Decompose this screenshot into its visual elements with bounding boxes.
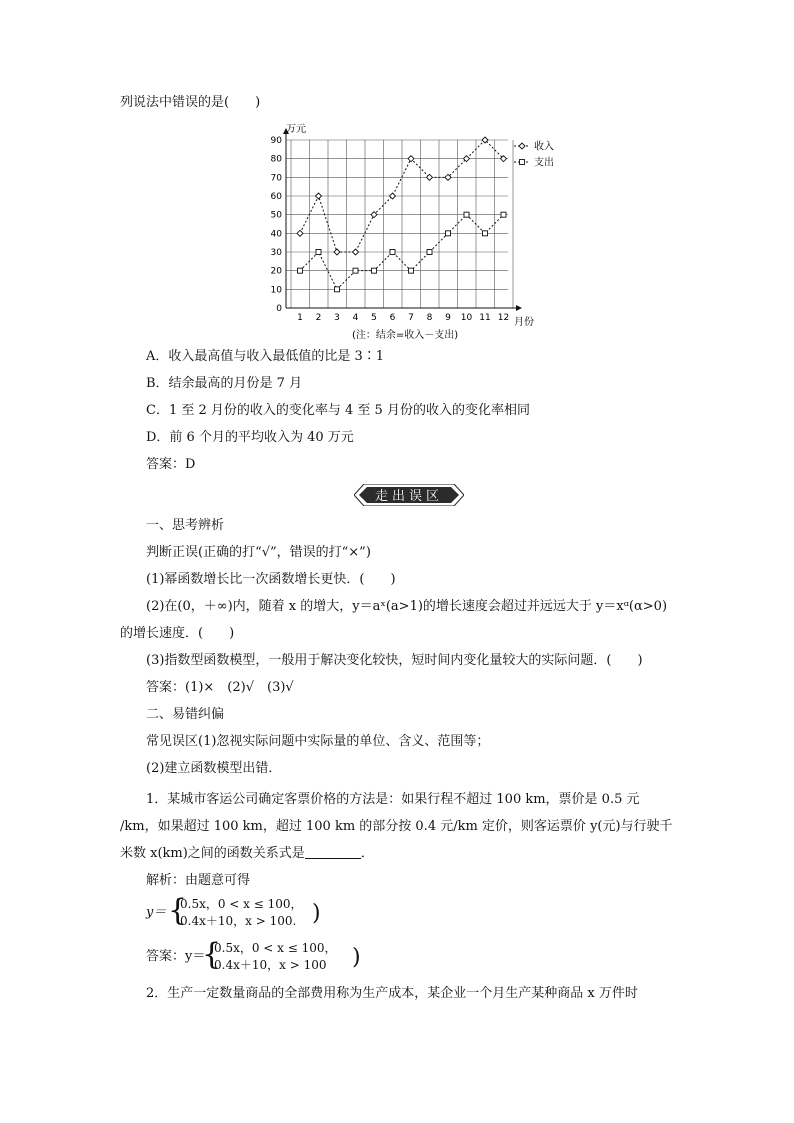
problem1-line-a: 1．某城市客运公司确定客票价格的方法是：如果行程不超过 100 km，票价是 0.5 元: [146, 792, 640, 807]
mistake-2: (2)建立函数模型出错．: [146, 761, 282, 776]
chart-axes: [283, 128, 522, 311]
answer-1: 答案：D: [146, 457, 196, 472]
expense-point: [409, 268, 414, 273]
x-tick-label: 3: [334, 313, 340, 323]
left-brace: {: [168, 893, 188, 928]
answer-case-1: 0.5x，0 < x ≤ 100，: [214, 941, 337, 955]
legend-label: 支出: [534, 157, 554, 169]
y-tick-label: 60: [270, 192, 282, 202]
y-tick-label: 0: [276, 304, 282, 314]
section1-heading: 一、思考辨析: [146, 518, 225, 533]
y-tick-label: 30: [270, 248, 282, 258]
problem1-line-c: [120, 845, 374, 863]
x-tick-label: 6: [389, 313, 396, 323]
section-banner: [354, 484, 464, 506]
problem1-line-c-text: 米数 x(km)之间的函数关系式是: [120, 846, 305, 861]
income-point: [353, 249, 359, 255]
x-tick-label: 5: [371, 313, 377, 323]
section2-heading: 二、易错纠偏: [146, 707, 225, 722]
analysis-label: 解析：由题意可得: [146, 873, 251, 888]
banner-text: 走出误区: [374, 489, 444, 504]
expense-point: [483, 231, 488, 236]
y-tick-label: 80: [270, 154, 282, 165]
answer-blank: [305, 846, 361, 859]
judge-item-3: (3)指数型函数模型，一般用于解决变化较快，短时间内变化量较大的实际问题．( ): [146, 653, 643, 668]
right-paren: ): [312, 901, 321, 926]
expense-point: [390, 250, 395, 255]
income-point: [316, 193, 322, 199]
option-d: D．前 6 个月的平均收入为 40 万元: [146, 430, 354, 445]
income-point: [297, 230, 303, 236]
chart-xlabel: 月份: [514, 317, 534, 328]
judge-item-1: (1)幂函数增长比一次函数增长更快．( ): [146, 572, 396, 587]
expense-point: [464, 212, 469, 217]
expense-point: [427, 250, 432, 255]
income-expense-chart: [262, 118, 562, 344]
expense-point: [446, 231, 451, 236]
option-a: A．收入最高值与收入最低值的比是 3∶1: [146, 349, 385, 364]
legend-expense-marker: [520, 160, 525, 165]
piecewise-answer: [146, 939, 386, 975]
question-intro: 列说法中错误的是( ): [120, 95, 261, 110]
x-axis-arrow: [516, 305, 522, 311]
x-tick-label: 4: [352, 313, 359, 323]
problem2: 2．生产一定数量商品的全部费用称为生产成本，某企业一个月生产某种商品 x 万件时: [146, 986, 638, 1001]
legend-income-marker: [519, 143, 525, 149]
section1-instruction: 判断正误(正确的打“√”，错误的打“×”): [146, 545, 371, 560]
x-tick-label: 10: [460, 313, 473, 323]
right-paren-answer: ): [352, 945, 361, 970]
answer-y-eq: 答案：y＝: [146, 949, 206, 964]
y-tick-label: 50: [270, 210, 282, 221]
x-tick-label: 7: [408, 313, 414, 323]
income-point: [334, 249, 340, 255]
y-tick-label: 20: [270, 266, 282, 277]
option-c: C．1 至 2 月份的收入的变化率与 4 至 5 月份的收入的变化率相同: [146, 403, 530, 418]
expense-point: [335, 287, 340, 292]
x-tick-label: 2: [315, 313, 322, 323]
expense-point: [501, 212, 506, 217]
chart-legend: [514, 140, 554, 169]
x-tick-label: 9: [445, 313, 451, 323]
analysis-y-eq: y＝: [146, 905, 167, 920]
income-point: [408, 156, 414, 162]
piecewise-analysis: [146, 895, 346, 931]
x-tick-label: 12: [497, 313, 510, 323]
chart-note: (注：结余=收入－支出): [352, 330, 459, 341]
problem1-line-c-end: ．: [360, 846, 374, 861]
left-brace-answer: {: [202, 937, 222, 972]
y-tick-label: 40: [270, 229, 282, 240]
expense-point: [372, 268, 377, 273]
expense-point: [298, 268, 303, 273]
mistake-1: 常见误区(1)忽视实际问题中实际量的单位、含义、范围等；: [146, 734, 490, 749]
judge-item-2a: (2)在(0，＋∞)内，随着 x 的增大，y＝aˣ(a>1)的增长速度会超过并远远大于 y＝xᵅ(α>0): [146, 599, 668, 614]
problem1-line-b: /km，如果超过 100 km，超过 100 km 的部分按 0.4 元/km 定价，则客运票价 y(元)与行驶千: [120, 819, 673, 834]
y-tick-label: 90: [270, 136, 282, 146]
chart-ticks: [271, 136, 510, 323]
y-tick-label: 70: [270, 173, 282, 184]
chart-ylabel: 万元: [286, 124, 306, 135]
expense-point: [353, 268, 358, 273]
section1-answer: 答案：(1)× (2)√ (3)√: [146, 680, 294, 695]
option-b: B．结余最高的月份是 7 月: [146, 376, 303, 391]
chart-grid: [286, 140, 513, 308]
answer-case-2: 0.4x＋10，x > 100: [214, 958, 327, 972]
expense-point: [316, 250, 321, 255]
legend-label: 收入: [534, 141, 554, 153]
analysis-case-1: 0.5x，0 < x ≤ 100，: [180, 897, 303, 911]
y-tick-label: 10: [270, 285, 282, 296]
x-tick-label: 11: [479, 313, 491, 323]
judge-item-2b: 的增长速度．( ): [120, 626, 235, 641]
x-tick-label: 8: [426, 313, 433, 323]
analysis-case-2: 0.4x＋10，x > 100.: [180, 914, 297, 928]
income-point: [371, 212, 377, 218]
x-tick-label: 1: [297, 313, 303, 323]
